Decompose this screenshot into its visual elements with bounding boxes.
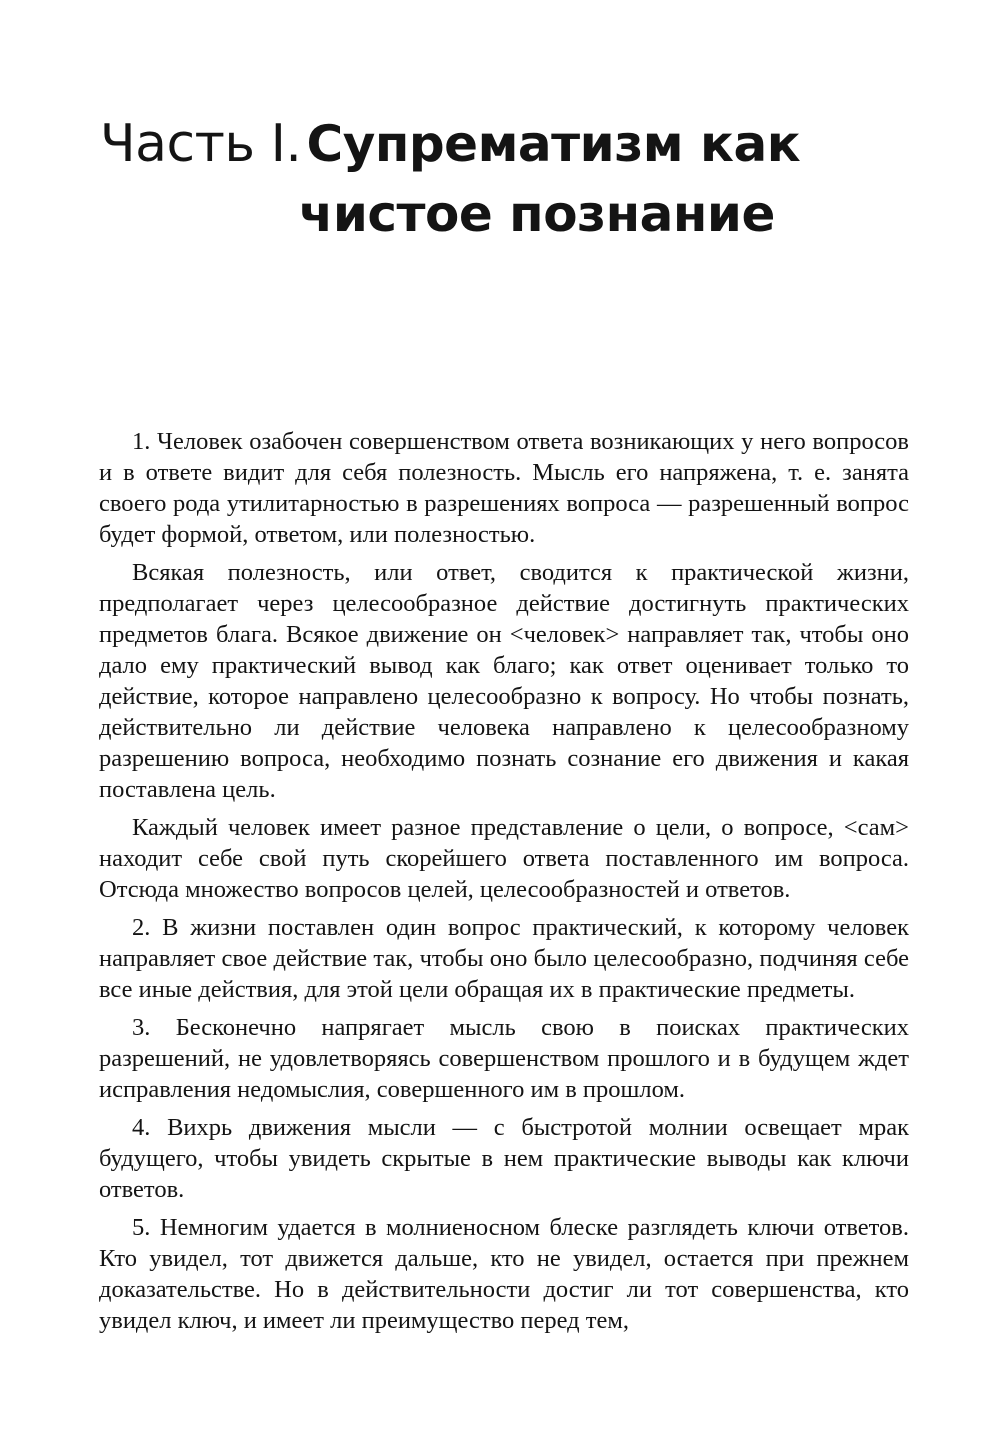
chapter-title-line-1 xyxy=(100,108,920,180)
paragraph: Каждый человек имеет разное представление о цели, о вопросе, <сам> находит себе свой путь скорейшего ответа поставленного им вопроса. Отсюда множество вопросов целей, целесообразностей и ответов. xyxy=(99,814,909,903)
chapter-title-main-2: чистое познание xyxy=(299,185,775,243)
chapter-title-line-2 xyxy=(100,178,920,250)
paragraph: Всякая полезность, или ответ, сводится к практической жизни, предполагает через целесообразное действие достигнуть практических предметов блага. Всякое движение он <человек> направляет так, чтобы оно дало ему практический вывод как благо; как ответ оценивает только то действие, которое направлено целесообразно к вопросу. Но чтобы познать, действительно ли действие человека направлено к целесообразному разрешению вопроса, необходимо познать сознание его движения и какая поставлена цель. xyxy=(99,559,909,803)
chapter-title-main-1: Супрематизм как xyxy=(306,115,801,173)
paragraph: 5. Немногим удается в молниеносном блеске разглядеть ключи ответов. Кто увидел, тот движется дальше, кто не увидел, остается при прежнем доказательстве. Но в действительности достиг ли тот совершенства, кто увидел ключ, и имеет ли преимущество перед тем, xyxy=(99,1214,909,1334)
paragraph: 1. Человек озабочен совершенством ответа возникающих у него вопросов и в ответе видит для себя полезность. Мысль его напряжена, т. е. занята своего рода утилитарностью в разрешениях вопроса — разрешенный вопрос будет формой, ответом, или полезностью. xyxy=(99,428,909,548)
body-text xyxy=(99,426,909,1343)
paragraph: 4. Вихрь движения мысли — с быстротой молнии освещает мрак будущего, чтобы увидеть скрытые в нем практические выводы как ключи ответов. xyxy=(99,1114,909,1203)
chapter-title xyxy=(100,108,920,250)
paragraph: 2. В жизни поставлен один вопрос практический, к которому человек направляет свое действие так, чтобы оно было целесообразно, подчиняя себе все иные действия, для этой цели обращая их в практические предметы. xyxy=(99,914,909,1003)
paragraph: 3. Бесконечно напрягает мысль свою в поисках практических разрешений, не удовлетворяясь совершенством прошлого и в будущем ждет исправления недомыслия, совершенного им в прошлом. xyxy=(99,1014,909,1103)
chapter-title-prefix: Часть I. xyxy=(100,114,302,174)
